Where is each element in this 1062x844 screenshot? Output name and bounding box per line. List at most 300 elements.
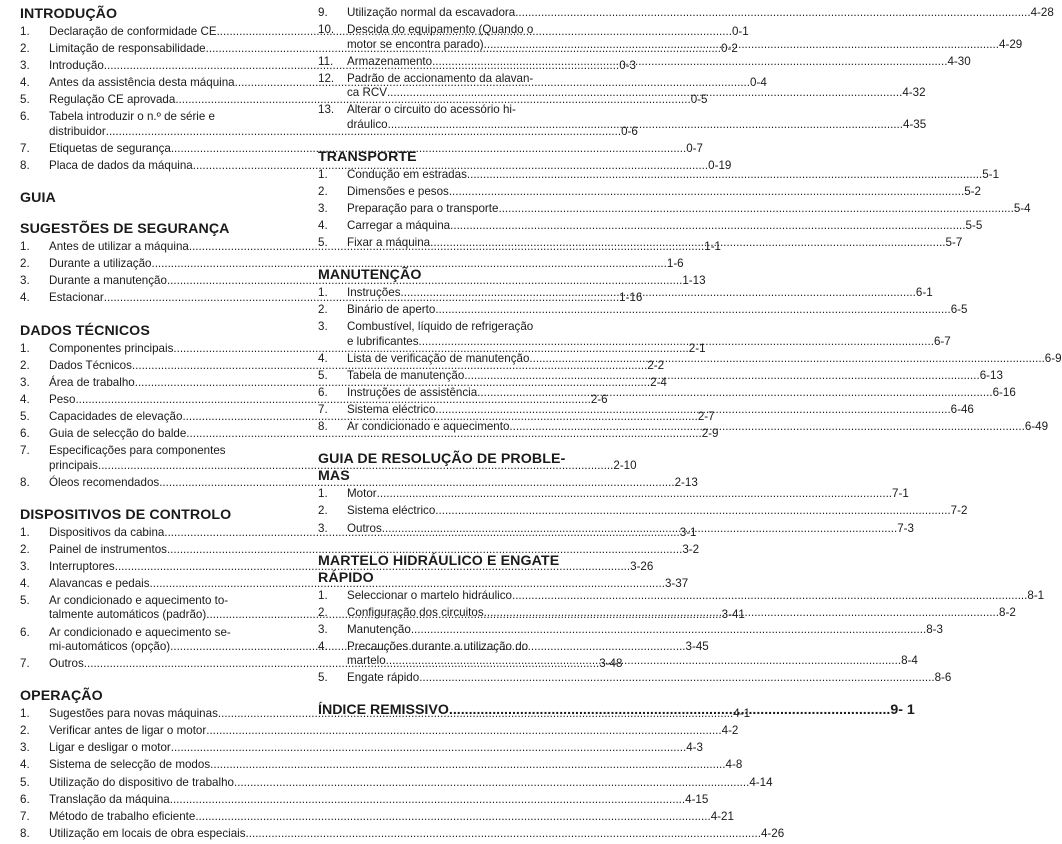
- entry-number: 5.: [20, 594, 30, 608]
- entry-number: 1.: [20, 525, 30, 539]
- entry-text: [49, 741, 703, 755]
- entry-page: 4-26: [760, 826, 785, 840]
- toc-entry: [20, 826, 785, 841]
- entry-number: 2.: [318, 303, 328, 317]
- section-spacer: [318, 135, 582, 149]
- entry-text: [49, 542, 700, 557]
- dot-leader: [449, 702, 890, 718]
- entry-page: 8-4: [901, 654, 918, 668]
- entry-title: principais: [49, 458, 98, 472]
- dot-leader: [377, 487, 892, 501]
- entry-text: [49, 724, 739, 738]
- section-spacer: [318, 437, 582, 451]
- entry-page: 1-16: [619, 291, 643, 305]
- entry-title: Placa de dados da máquina: [49, 159, 193, 173]
- entry-line: [347, 504, 968, 518]
- entry-number: 8.: [20, 826, 30, 840]
- entry-number: 3.: [20, 375, 30, 389]
- entry-title: Ar condicionado e aquecimento: [347, 420, 510, 434]
- entry-page: 1-1: [704, 240, 722, 254]
- entry-page: 4-28: [1030, 6, 1054, 19]
- entry-number: 6.: [20, 110, 30, 124]
- entry-page: 4-29: [999, 37, 1023, 51]
- toc-entry: [20, 257, 684, 271]
- index-page: 9- 1: [890, 702, 915, 719]
- entry-title: Ligar e desligar o motor: [49, 741, 171, 755]
- entry-number: 7.: [20, 444, 30, 458]
- entry-title: Outros: [347, 521, 382, 535]
- entry-number: 7.: [20, 657, 30, 671]
- entry-title: Armazenamento: [347, 54, 433, 68]
- entry-title: ca RCV: [347, 86, 387, 100]
- entry-page: 4-32: [902, 86, 926, 100]
- entry-text: [347, 487, 909, 501]
- entry-number: 1.: [318, 588, 328, 602]
- entry-number: 6.: [20, 792, 30, 806]
- entry-title: Sistema eléctrico: [347, 403, 436, 417]
- entry-number: 1.: [20, 341, 30, 355]
- entry-text: [347, 6, 1054, 20]
- entry-number: 5.: [318, 368, 328, 382]
- entry-number: 4.: [20, 392, 30, 406]
- entry-title: Padrão de accionamento da alavan-: [347, 71, 534, 85]
- entry-text: [347, 167, 1000, 182]
- section-title: [318, 553, 582, 587]
- entry-page: 8-3: [926, 622, 943, 636]
- entry-number: 5.: [20, 409, 30, 423]
- dot-leader: [529, 352, 1044, 366]
- entry-page: 2-9: [701, 427, 719, 440]
- entry-line: [49, 444, 290, 458]
- entry-title: Sugestões para novas máquinas: [49, 707, 218, 721]
- dot-leader: [450, 219, 965, 233]
- entry-page: 5-7: [945, 236, 963, 250]
- entry-title: Utilização em locais de obra especiais: [49, 826, 246, 840]
- section-title: INTRODUÇÃO: [20, 6, 118, 22]
- dot-leader: [419, 335, 934, 349]
- section-title: OPERAÇÃO: [20, 688, 103, 705]
- entry-page: 2-6: [590, 392, 608, 406]
- toc-entry: [20, 792, 709, 807]
- toc-entry: [20, 809, 734, 824]
- entry-title: motor se encontra parado): [347, 37, 484, 51]
- entry-title: Componentes principais: [49, 341, 174, 355]
- entry-title: Interruptores: [49, 559, 115, 573]
- entry-page: 3-26: [630, 559, 654, 573]
- entry-page: 8-2: [999, 605, 1016, 619]
- entry-page: 4-30: [947, 54, 971, 68]
- entry-title: Dispositivos da cabina: [49, 525, 165, 539]
- entry-page: 8-6: [934, 671, 952, 685]
- entry-title: mi-automáticos (opção): [49, 639, 171, 653]
- entry-title: Ar condicionado e aquecimento to-: [49, 594, 229, 608]
- entry-page: 4-1: [733, 707, 751, 721]
- section-title-line: GUIA DE RESOLUÇÃO DE PROBLE-: [318, 451, 566, 468]
- entry-text: [347, 588, 1045, 603]
- entry-line: [49, 792, 709, 807]
- dot-leader: [246, 827, 761, 841]
- entry-page: 4-35: [903, 117, 927, 131]
- entry-number: 3.: [20, 741, 30, 755]
- entry-text: [347, 671, 952, 685]
- entry-page: 0-5: [690, 93, 708, 107]
- entry-title: Peso: [49, 392, 76, 406]
- entry-title: e lubrificantes: [347, 334, 419, 348]
- dot-leader: [467, 168, 982, 182]
- entry-title: Capacidades de elevação: [49, 409, 183, 423]
- entry-number: 4.: [318, 218, 328, 232]
- dot-leader: [206, 724, 721, 738]
- entry-page: 6-13: [979, 368, 1003, 382]
- entry-line: [49, 626, 290, 640]
- entry-line: [347, 6, 1054, 20]
- dot-leader: [512, 589, 1027, 603]
- entry-page: 6-7: [933, 334, 951, 348]
- entry-number: 7.: [318, 403, 328, 417]
- entry-title: Especificações para componentes: [49, 444, 226, 458]
- entry-number: 2.: [20, 257, 30, 271]
- entry-number: 1.: [318, 167, 328, 181]
- dot-leader: [509, 420, 1024, 434]
- entry-number: 2.: [318, 504, 328, 518]
- toc-entry: [318, 184, 981, 199]
- entry-page: 1-13: [682, 274, 706, 288]
- dot-leader: [435, 403, 950, 417]
- dot-leader: [477, 386, 992, 400]
- entry-text: [49, 792, 709, 807]
- entry-title: Óleos recomendados: [49, 475, 160, 489]
- entry-title: Área de trabalho: [49, 375, 135, 389]
- toc-entry: [20, 775, 773, 790]
- entry-title: Binário de aperto: [347, 303, 436, 317]
- entry-title: Lista de verificação de manutenção: [347, 351, 530, 365]
- entry-line: [49, 110, 290, 124]
- dot-leader: [401, 286, 916, 300]
- entry-page: 0-7: [686, 141, 703, 155]
- entry-page: 3-45: [685, 639, 709, 653]
- section-title: SUGESTÕES DE SEGURANÇA: [20, 221, 230, 238]
- entry-page: 6-1: [915, 286, 933, 300]
- entry-title: Antes de utilizar a máquina: [49, 240, 189, 254]
- dot-leader: [411, 623, 926, 637]
- entry-number: 3.: [318, 201, 328, 215]
- dot-leader: [432, 55, 947, 69]
- entry-number: 4.: [20, 76, 30, 90]
- entry-line: [49, 542, 700, 557]
- entry-page: 3-2: [682, 542, 700, 556]
- entry-line: [347, 167, 1000, 182]
- entry-line: [49, 809, 734, 824]
- section-spacer: [318, 253, 582, 267]
- entry-page: 7-1: [892, 487, 909, 501]
- entry-page: 6-46: [950, 403, 974, 417]
- entry-number: 3.: [20, 274, 30, 288]
- entry-title: Engate rápido: [347, 671, 420, 685]
- entry-page: 3-37: [664, 576, 689, 590]
- entry-text: [347, 504, 968, 518]
- entry-text: [347, 303, 968, 317]
- dot-leader: [170, 793, 685, 807]
- entry-title: Limitação de responsabilidade: [49, 42, 206, 56]
- entry-line: [49, 758, 743, 772]
- entry-number: 6.: [318, 386, 328, 400]
- section-spacer: [20, 209, 290, 221]
- entry-title: Instruções: [347, 286, 401, 300]
- entry-number: 4.: [318, 639, 328, 653]
- entry-title: Introdução: [49, 59, 104, 73]
- dot-leader: [419, 671, 934, 685]
- entry-line: [347, 487, 909, 501]
- entry-page: 2-10: [613, 458, 637, 472]
- entry-page: 2-4: [650, 375, 667, 389]
- toc-section-guia: [20, 190, 290, 207]
- entry-page: 3-41: [721, 608, 745, 622]
- entry-page: 6-9: [1044, 351, 1062, 365]
- entry-title: Declaração de conformidade CE: [49, 25, 217, 38]
- entry-title: Verificar antes de ligar o motor: [49, 724, 207, 738]
- entry-title: Tabela de manutenção: [347, 368, 465, 382]
- section-title: MANUTENÇÃO: [318, 267, 422, 284]
- dot-leader: [171, 741, 686, 755]
- entry-page: 4-14: [749, 775, 773, 789]
- entry-line: [347, 671, 952, 685]
- entry-line: [49, 274, 706, 288]
- entry-number: 5.: [318, 236, 328, 250]
- entry-title: Painel de instrumentos: [49, 542, 167, 556]
- entry-page: 4-8: [725, 758, 743, 772]
- entry-line: [347, 622, 943, 637]
- entry-title: distribuidor: [49, 124, 106, 138]
- entry-title: Alterar o circuito do acessório hi-: [347, 103, 516, 117]
- entry-text: [49, 826, 785, 841]
- entry-text: [49, 257, 684, 271]
- entry-number: 3.: [318, 622, 328, 636]
- dot-leader: [234, 776, 749, 790]
- entry-number: 3.: [20, 59, 30, 73]
- entry-number: 7.: [20, 809, 30, 823]
- entry-number: 6.: [20, 427, 30, 440]
- section-spacer: [20, 674, 290, 688]
- entry-number: 3.: [318, 320, 328, 334]
- entry-page: 4-3: [686, 741, 703, 755]
- entry-title: Dados Técnicos: [49, 358, 132, 372]
- entry-page: 4-21: [710, 809, 734, 823]
- entry-title: Motor: [347, 487, 377, 501]
- entry-page: 6-5: [950, 303, 968, 317]
- entry-number: 5.: [20, 775, 30, 789]
- entry-text: [49, 141, 703, 156]
- entry-number: 8.: [318, 420, 328, 434]
- entry-title: Utilização normal da escavadora: [347, 6, 516, 19]
- entry-title: Instruções de assistência: [347, 386, 478, 400]
- entry-line: [49, 594, 290, 608]
- section-title-line: RÁPIDO: [318, 569, 374, 586]
- entry-text: [49, 159, 732, 173]
- entry-title: Tabela introduzir o n.º de série e: [49, 110, 215, 124]
- dot-leader: [435, 303, 950, 317]
- entry-page: 0-3: [619, 59, 636, 73]
- entry-number: 5.: [318, 671, 328, 685]
- entry-number: 2.: [318, 184, 328, 198]
- entry-title: Translação da máquina: [49, 792, 170, 806]
- entry-page: 2-7: [697, 409, 715, 423]
- section-spacer: [20, 309, 290, 323]
- entry-page: 1-6: [666, 257, 684, 271]
- entry-number: 3.: [20, 559, 30, 573]
- entry-title: Durante a utilização: [49, 257, 152, 271]
- entry-line: [347, 640, 582, 654]
- toc-entry: [318, 6, 1054, 20]
- dot-leader: [195, 810, 710, 824]
- toc-entry: [318, 487, 909, 501]
- section-title: [318, 451, 582, 485]
- entry-number: 2.: [20, 42, 30, 56]
- entry-title: Sistema eléctrico: [347, 504, 436, 518]
- section-spacer: [20, 176, 290, 190]
- section-title: DISPOSITIVOS DE CONTROLO: [20, 506, 232, 523]
- entry-title: martelo: [347, 654, 386, 668]
- entry-number: 2.: [20, 358, 30, 372]
- entry-title: Utilização do dispositivo de trabalho: [49, 775, 234, 789]
- entry-number: 2.: [20, 542, 30, 556]
- entry-page: 7-3: [897, 521, 914, 535]
- entry-number: 1.: [318, 487, 328, 501]
- entry-page: 6-16: [992, 386, 1016, 400]
- entry-text: [49, 809, 734, 824]
- entry-page: 2-13: [674, 475, 698, 489]
- entry-line: [347, 320, 582, 334]
- dot-leader: [464, 369, 979, 383]
- entry-number: 1.: [20, 240, 30, 254]
- entry-line: [49, 775, 773, 790]
- entry-text: [49, 775, 773, 790]
- section-title-line: MAS: [318, 468, 350, 485]
- dot-leader: [388, 118, 903, 132]
- entry-number: 8.: [20, 159, 30, 173]
- entry-title: Configuração dos circuitos: [347, 605, 484, 619]
- entry-line: [49, 826, 785, 841]
- section-title-line: MARTELO HIDRÁULICO E ENGATE: [318, 552, 560, 569]
- entry-page: 2-1: [688, 341, 706, 355]
- entry-page: 0-2: [721, 42, 738, 56]
- entry-title: Ar condicionado e aquecimento se-: [49, 625, 231, 639]
- toc-entry: [20, 542, 700, 557]
- dot-leader: [387, 86, 902, 100]
- toc-entry: [20, 159, 732, 173]
- entry-number: 5.: [20, 93, 30, 107]
- entry-page: 2-2: [647, 358, 665, 372]
- entry-line: [347, 184, 981, 199]
- entry-number: 9.: [318, 6, 328, 19]
- entry-line: [49, 741, 703, 755]
- entry-page: 3-48: [599, 657, 623, 671]
- dot-leader: [498, 202, 1013, 216]
- entry-number: 4.: [20, 291, 30, 305]
- entry-number: 1.: [318, 286, 328, 300]
- entry-line: [49, 141, 703, 156]
- section-title: DADOS TÉCNICOS: [20, 322, 150, 339]
- entry-line: [49, 159, 732, 173]
- entry-page: 0-6: [621, 124, 638, 138]
- section-title: TRANSPORTE: [318, 148, 417, 165]
- dot-leader: [515, 6, 1030, 20]
- entry-page: 8-1: [1027, 588, 1045, 602]
- entry-number: 2.: [20, 724, 30, 738]
- section-spacer: [318, 688, 582, 702]
- entry-title: Combustível, líquido de refrigeração: [347, 320, 534, 334]
- entry-page: 5-5: [965, 218, 983, 232]
- entry-number: 10.: [318, 23, 335, 37]
- entry-line: [347, 303, 968, 317]
- toc-entry: [20, 758, 743, 772]
- entry-line: [347, 72, 582, 86]
- toc-entry: [318, 167, 1000, 182]
- entry-number: 3.: [318, 521, 328, 535]
- entry-number: 11.: [318, 54, 334, 68]
- toc-entry: [318, 504, 968, 518]
- entry-title: Seleccionar o martelo hidráulico: [347, 588, 512, 602]
- section-spacer: [20, 493, 290, 507]
- toc-entry: [318, 622, 943, 637]
- entry-page: 5-1: [982, 167, 1000, 181]
- entry-title: dráulico: [347, 117, 388, 131]
- entry-title: Fixar a máquina: [347, 236, 431, 250]
- entry-title: Condução em estradas: [347, 167, 467, 181]
- entry-text: [49, 758, 743, 772]
- entry-title: Outros: [49, 657, 84, 671]
- dot-leader: [435, 504, 950, 518]
- entry-page: 0-19: [708, 159, 732, 173]
- entry-title: Carregar a máquina: [347, 218, 451, 232]
- toc-entry: [318, 588, 1045, 603]
- entry-number: 2.: [318, 605, 328, 619]
- entry-title: Descida do equipamento (Quando o: [347, 23, 534, 37]
- entry-number: 8.: [20, 475, 30, 489]
- entry-number: 7.: [20, 141, 30, 155]
- entry-title: Preparação para o transporte: [347, 201, 499, 215]
- toc-entry: [318, 201, 1031, 216]
- dot-leader: [382, 522, 897, 536]
- entry-text: [49, 274, 706, 288]
- toc-entry: [20, 724, 739, 738]
- toc-entry: [318, 671, 952, 685]
- entry-page: 3-1: [679, 525, 697, 539]
- entry-title: Guia de selecção do balde: [49, 427, 187, 440]
- entry-page: 7-2: [950, 504, 968, 518]
- toc-entry: [20, 274, 706, 288]
- entry-page: 5-2: [964, 184, 981, 198]
- entry-text: [347, 184, 981, 199]
- section-spacer: [318, 539, 582, 553]
- entry-number: 1.: [20, 25, 30, 38]
- entry-text: [347, 622, 943, 637]
- entry-title: Etiquetas de segurança: [49, 141, 171, 155]
- entry-line: [347, 201, 1031, 216]
- entry-page: 0-4: [750, 76, 767, 90]
- entry-text: [347, 201, 1031, 216]
- entry-title: talmente automáticos (padrão): [49, 608, 207, 622]
- entry-title: Manutenção: [347, 622, 411, 636]
- toc-entry: [318, 218, 983, 233]
- index-label: ÍNDICE REMISSIVO: [318, 702, 449, 719]
- entry-title: Dimensões e pesos: [347, 184, 449, 198]
- entry-number: 4.: [318, 351, 328, 365]
- entry-title: Antes da assistência desta máquina: [49, 76, 235, 90]
- entry-number: 12.: [318, 71, 335, 85]
- entry-page: 6-49: [1024, 420, 1049, 434]
- dot-leader: [386, 654, 901, 668]
- dot-leader: [449, 185, 964, 199]
